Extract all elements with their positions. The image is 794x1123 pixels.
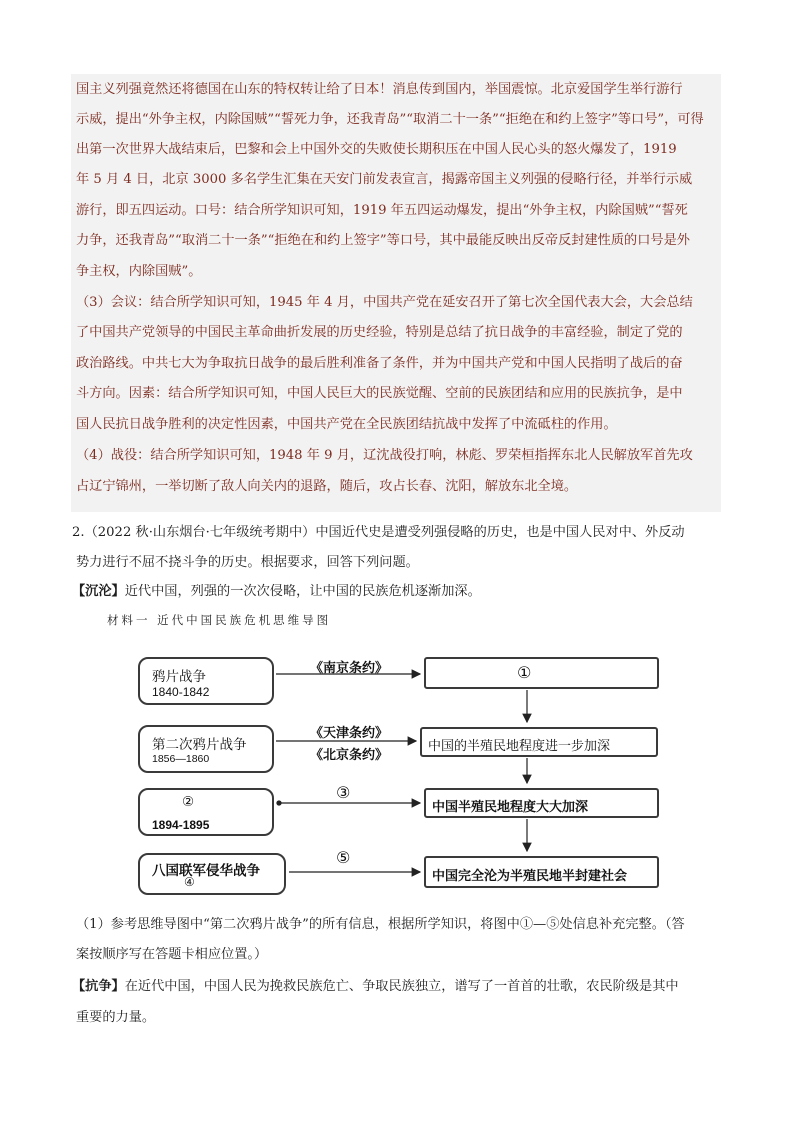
question-line: 2.（2022 秋·山东烟台·七年级统考期中）中国近代史是遭受列强侵略的历史，也是中国人民对中、外反动 (72, 525, 685, 540)
section-tag: 【沉沦】 (72, 584, 125, 599)
q1-line: 案按顺序写在答题卡相应位置。） (76, 947, 268, 962)
answer-line: 年 5 月 4 日，北京 3000 多名学生汇集在天安门前发表宣言，揭露帝国主义列强的侵略行径，并举行示威 (76, 172, 693, 187)
answer-line: 出第一次世界大战结束后，巴黎和会上中国外交的失败使长期积压在中国人民心头的怒火爆发了，1919 (76, 142, 677, 157)
section-line: 重要的力量。 (76, 1010, 156, 1025)
blank-marker: ④ (184, 875, 195, 889)
answer-line: （4）战役：结合所学知识可知，1948 年 9 月，辽沈战役打响，林彪、罗荣桓指挥东北人民解放军首先攻 (76, 448, 693, 463)
war-name: 八国联军侵华战争 (152, 863, 260, 878)
answer-line: 国人民抗日战争胜利的决定性因素，中国共产党在全民族团结抗战中发挥了中流砥柱的作用。 (76, 417, 617, 432)
war-name: 鸦片战争 (152, 669, 206, 684)
answer-line: 斗方向。因素：结合所学知识可知，中国人民巨大的民族觉醒、空前的民族团结和应用的民族抗争，是中 (76, 386, 683, 401)
treaty-label: 《天津条约》 (310, 725, 389, 740)
treaty-label: 《南京条约》 (310, 660, 389, 675)
treaty-label: 《北京条约》 (310, 747, 389, 762)
answer-line: 游行，即五四运动。口号：结合所学知识可知，1919 年五四运动爆发，提出“外争主权，内除国贼”“誓死 (76, 203, 688, 218)
blank-marker: ① (517, 665, 532, 682)
q1-line: （1）参考思维导图中“第二次鸦片战争”的所有信息，根据所学知识，将图中①—⑤处信息补充完整。（答 (76, 917, 685, 932)
war-name: 第二次鸦片战争 (152, 737, 247, 752)
answer-line: 政治路线。中共七大为争取抗日战争的最后胜利准备了条件，并为中国共产党和中国人民指明了战后的奋 (76, 356, 683, 371)
material-caption: 材料一 近代中国民族危机思维导图 (107, 613, 332, 627)
answer-line: 争主权，内除国贼”。 (76, 264, 202, 279)
war-years: 1856—1860 (152, 753, 210, 765)
answer-line: 示威，提出“外争主权，内除国贼”“誓死力争，还我青岛”“取消二十一条”“拒绝在和约上签字”等口号”，可得 (76, 112, 704, 127)
answer-line: 国主义列强竟然还将德国在山东的特权转让给了日本！消息传到国内，举国震惊。北京爱国学生举行游行 (76, 82, 683, 97)
answer-line: 力争，还我青岛”“取消二十一条”“拒绝在和约上签字”等口号，其中最能反映出反帝反封建性质的口号是外 (76, 233, 690, 248)
result-text: 中国的半殖民地程度进一步加深 (428, 738, 611, 753)
section-tag: 【抗争】 (72, 979, 125, 994)
war-years: 1840-1842 (152, 685, 210, 699)
section-text: 在近代中国，中国人民为挽救民族危亡、争取民族独立，谱写了一首首的壮歌，农民阶级是其中 (124, 979, 679, 994)
question-line: 势力进行不屈不挠斗争的历史。根据要求，回答下列问题。 (76, 555, 419, 570)
answer-line: （3）会议：结合所学知识可知，1945 年 4 月，中国共产党在延安召开了第七次全国代表大会，大会总结 (76, 295, 693, 310)
war-years: 1894-1895 (152, 818, 210, 832)
blank-marker: ③ (336, 785, 351, 802)
section-kangzheng (72, 977, 679, 997)
result-text: 中国半殖民地程度大大加深 (432, 799, 589, 814)
blank-marker: ② (182, 794, 195, 809)
answer-line: 占辽宁锦州，一举切断了敌人向关内的退路，随后，攻占长春、沈阳，解放东北全境。 (76, 479, 578, 494)
answer-line: 了中国共产党领导的中国民主革命曲折发展的历史经验，特别是总结了抗日战争的丰富经验，制定了党的 (76, 325, 683, 340)
section-text: 近代中国，列强的一次次侵略，让中国的民族危机逐渐加深。 (124, 584, 481, 599)
result-text: 中国完全沦为半殖民地半封建社会 (432, 868, 628, 883)
blank-marker: ⑤ (336, 850, 351, 867)
